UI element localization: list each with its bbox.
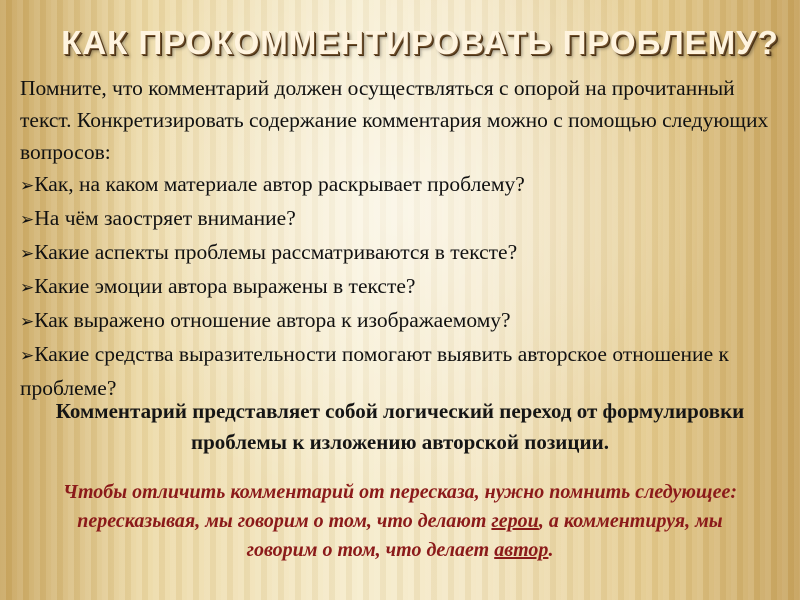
list-item-text: Как, на каком материале автор раскрывает проблему? bbox=[34, 172, 525, 196]
note-text: , а комментируя, мы говорим о том, что делает bbox=[246, 510, 723, 561]
arrow-bullet-icon: ➢ bbox=[20, 312, 35, 332]
note-paragraph bbox=[40, 478, 760, 565]
list-item bbox=[20, 338, 780, 404]
page-title: КАК ПРОКОММЕНТИРОВАТЬ ПРОБЛЕМУ? bbox=[61, 24, 779, 61]
list-item-text: Какие средства выразительности помогают выявить авторское отношение к проблеме? bbox=[20, 342, 729, 400]
underlined-word-heroes: герои bbox=[491, 510, 539, 532]
list-item bbox=[20, 270, 780, 304]
arrow-bullet-icon: ➢ bbox=[20, 244, 35, 264]
list-item bbox=[20, 304, 780, 338]
arrow-bullet-icon: ➢ bbox=[20, 346, 35, 366]
list-item bbox=[20, 202, 780, 236]
main-text bbox=[20, 72, 780, 404]
list-item-text: Какие аспекты проблемы рассматриваются в тексте? bbox=[34, 240, 518, 264]
underlined-word-author: автор bbox=[494, 539, 549, 561]
arrow-bullet-icon: ➢ bbox=[20, 210, 35, 230]
list-item bbox=[20, 168, 780, 202]
list-item-text: Как выражено отношение автора к изображаемому? bbox=[34, 308, 511, 332]
list-item bbox=[20, 236, 780, 270]
intro-paragraph: Помните, что комментарий должен осуществляться с опорой на прочитанный текст. Конкретизировать содержание комментария можно с помощью следующих вопросов: bbox=[20, 76, 769, 164]
list-item-text: Какие эмоции автора выражены в тексте? bbox=[34, 274, 416, 298]
summary-statement: Комментарий представляет собой логический переход от формулировки проблемы к изложению авторской позиции. bbox=[55, 399, 745, 454]
question-list bbox=[20, 168, 780, 404]
arrow-bullet-icon: ➢ bbox=[20, 278, 35, 298]
note-text: Чтобы отличить комментарий от пересказа, нужно помнить следующее: пересказывая, мы говорим о том, что делают bbox=[62, 481, 737, 532]
list-item-text: На чём заостряет внимание? bbox=[34, 206, 296, 230]
arrow-bullet-icon: ➢ bbox=[20, 176, 35, 196]
note-text: . bbox=[548, 539, 554, 561]
